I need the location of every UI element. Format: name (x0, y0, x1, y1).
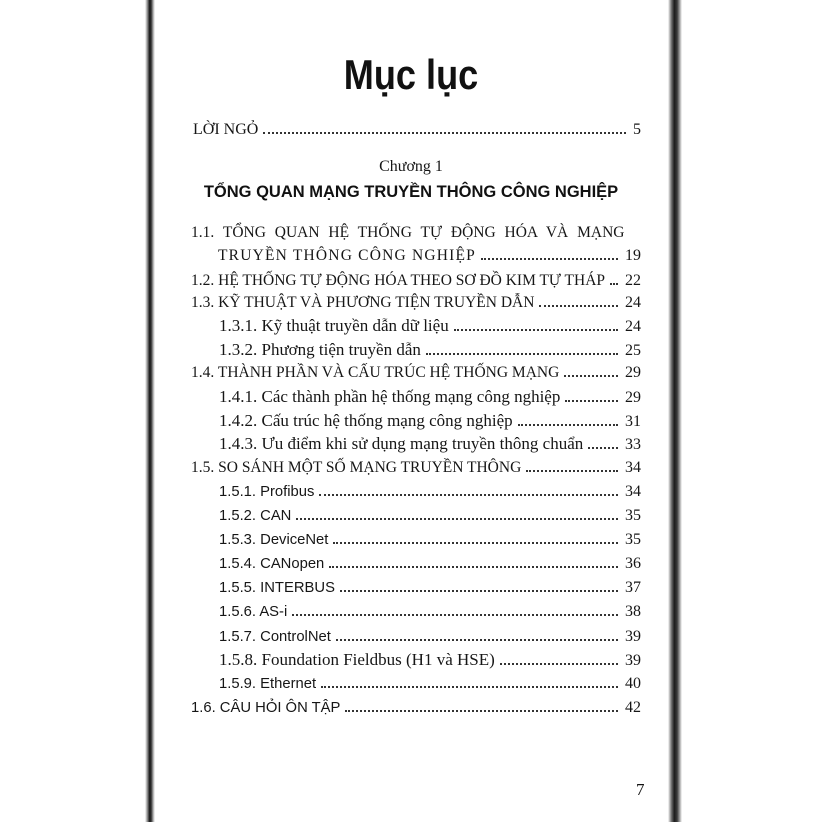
dot-leader (518, 424, 618, 426)
toc-entry-1-2 (191, 271, 641, 291)
page-number: 7 (636, 780, 645, 799)
dot-leader (526, 470, 618, 472)
toc-entry-page: 24 (625, 294, 641, 311)
toc-entry-label: 1.5.1. Profibus (219, 484, 315, 500)
toc-entry-page: 36 (625, 555, 641, 572)
dot-leader (539, 305, 618, 307)
toc-entry-1-4-1 (219, 387, 641, 408)
toc-entry-label: 1.3. KỸ THUẬT VÀ PHƯƠNG TIỆN TRUYỀN DẪN (191, 294, 535, 311)
toc-entry-1-4-2 (219, 411, 641, 432)
toc-entry-label: 1.2. HỆ THỐNG TỰ ĐỘNG HÓA THEO SƠ ĐỒ KIM TỰ THÁP (191, 272, 606, 289)
toc-entry-label: TRUYỀN THÔNG CÔNG NGHIỆP (218, 247, 476, 264)
toc-entry-page: 39 (625, 652, 641, 669)
toc-entry-label: 1.5.9. Ethernet (219, 676, 317, 692)
toc-entry-1-1-line-1: 1.1. TỔNG QUAN HỆ THỐNG TỰ ĐỘNG HÓA VÀ MẠNG (191, 224, 625, 241)
page-left-edge (145, 0, 155, 822)
toc-entry-page: 33 (625, 436, 641, 453)
dot-leader (588, 447, 618, 449)
toc-entry-label: 1.5.2. CAN (219, 508, 292, 524)
toc-entry-page: 35 (625, 531, 641, 548)
chapter-title: TỔNG QUAN MẠNG TRUYỀN THÔNG CÔNG NGHIỆP (203, 183, 619, 201)
dot-leader (319, 494, 618, 496)
dot-leader (454, 329, 618, 331)
toc-entry-label: 1.3.2. Phương tiện truyền dẫn (219, 340, 421, 359)
toc-entry-label: 1.5. SO SÁNH MỘT SỐ MẠNG TRUYỀN THÔNG (191, 459, 522, 476)
dot-leader (333, 542, 618, 544)
toc-entry-label: 1.5.6. AS-i (219, 604, 288, 620)
toc-entry-label: LỜI NGỎ (193, 121, 259, 138)
toc-entry-1-5-2 (219, 506, 641, 526)
toc-entry-1-5-9 (219, 674, 641, 694)
toc-entry-label: 1.4.3. Ưu điểm khi sử dụng mạng truyền thông chuẩn (219, 434, 584, 453)
dot-leader (336, 639, 618, 641)
toc-entry-1-4-3 (219, 434, 641, 455)
toc-entry-page: 25 (625, 342, 641, 359)
dot-leader (340, 590, 618, 592)
toc-entry-label: 1.4.2. Cấu trúc hệ thống mạng công nghiệp (219, 411, 513, 430)
toc-entry-page: 38 (625, 603, 641, 620)
toc-entry-label: 1.5.7. ControlNet (219, 629, 331, 645)
toc-entry-1-1 (218, 246, 641, 266)
dot-leader (329, 566, 618, 568)
toc-entry-1-3 (191, 293, 641, 313)
toc-entry-1-5-3 (219, 530, 641, 550)
toc-entry-page: 29 (625, 389, 641, 406)
toc-entry-page: 31 (625, 413, 641, 430)
toc-entry-1-3-1 (219, 316, 641, 337)
toc-entry-label: 1.6. CÂU HỎI ÔN TẬP (191, 700, 341, 716)
dot-leader (321, 686, 618, 688)
toc-entry-label: 1.4.1. Các thành phần hệ thống mạng công nghiệp (219, 387, 561, 406)
dot-leader (565, 400, 618, 402)
toc-entry-1-5-1 (219, 482, 641, 502)
toc-entry-page: 42 (625, 699, 641, 716)
toc-entry-1-5 (191, 458, 641, 478)
dot-leader (500, 663, 618, 665)
toc-entry-label: 1.4. THÀNH PHẦN VÀ CẤU TRÚC HỆ THỐNG MẠNG (191, 364, 560, 381)
toc-entry-page: 24 (625, 318, 641, 335)
page-title: Mục lục (343, 51, 479, 98)
toc-entry-1-5-4 (219, 554, 641, 574)
toc-entry-page: 35 (625, 507, 641, 524)
toc-entry-page: 40 (625, 675, 641, 692)
toc-entry-page: 34 (625, 483, 641, 500)
toc-entry-1-5-6 (219, 602, 641, 622)
toc-entry-1-3-2 (219, 340, 641, 361)
toc-entry-1-5-5 (219, 578, 641, 598)
chapter-label: Chương 1 (379, 158, 443, 175)
toc-entry-page: 5 (633, 121, 641, 138)
page-right-edge (668, 0, 682, 822)
toc-entry-1-4 (191, 363, 641, 383)
dot-leader (292, 614, 618, 616)
toc-entry-page: 34 (625, 459, 641, 476)
dot-leader (610, 283, 618, 285)
toc-entry-label: 1.3.1. Kỹ thuật truyền dẫn dữ liệu (219, 316, 449, 335)
toc-entry-page: 19 (625, 247, 641, 264)
toc-entry-1-6 (191, 698, 641, 718)
toc-entry-preface (193, 120, 641, 140)
toc-entry-page: 29 (625, 364, 641, 381)
dot-leader (481, 258, 618, 260)
toc-entry-label: 1.5.5. INTERBUS (219, 580, 335, 596)
toc-entry-page: 22 (625, 272, 642, 289)
toc-entry-label: 1.5.4. CANopen (219, 556, 325, 572)
toc-entry-page: 39 (625, 628, 641, 645)
dot-leader (296, 518, 618, 520)
toc-entry-label: 1.5.8. Foundation Fieldbus (H1 và HSE) (219, 650, 495, 669)
dot-leader (426, 353, 618, 355)
dot-leader (564, 375, 618, 377)
dot-leader (345, 710, 618, 712)
toc-entry-page: 37 (625, 579, 641, 596)
toc-entry-label: 1.5.3. DeviceNet (219, 532, 329, 548)
dot-leader (263, 132, 626, 134)
toc-entry-1-5-7 (219, 627, 641, 647)
toc-entry-1-5-8 (219, 650, 641, 671)
